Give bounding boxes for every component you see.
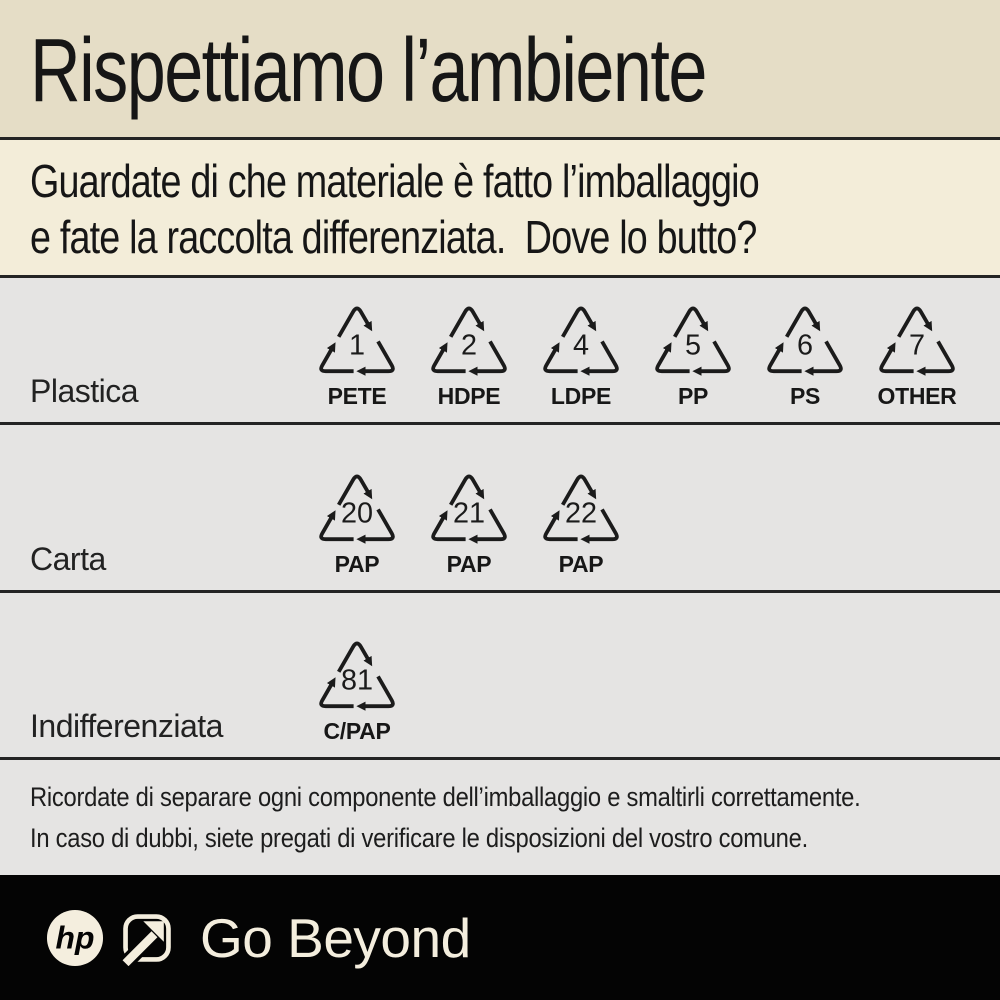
row-label-plastica: Plastica xyxy=(30,373,139,409)
subtitle-band xyxy=(0,140,1000,275)
page-title: Rispettiamo l’ambiente xyxy=(30,21,706,121)
row-label-carta: Carta xyxy=(30,541,106,577)
material-row-plastica xyxy=(0,278,1000,422)
recycling-code-number: 1 xyxy=(348,329,366,362)
material-code-label: HDPE xyxy=(437,383,501,409)
recycling-symbol-6 xyxy=(761,300,849,410)
recycling-code-number: 2 xyxy=(460,329,478,362)
hp-logo xyxy=(46,909,104,967)
go-beyond-arrow-icon xyxy=(119,910,175,966)
recycling-code-number: 20 xyxy=(340,497,374,530)
recycling-code-number: 7 xyxy=(908,329,926,362)
material-row-indifferenziata xyxy=(0,593,1000,757)
hp-logo-text: hp xyxy=(55,919,95,956)
recycling-code-number: 4 xyxy=(572,329,590,362)
recycling-mobius-triangle xyxy=(313,300,401,378)
recycling-symbol-81 xyxy=(313,635,401,745)
symbols-plastica xyxy=(313,300,961,410)
footer-note-line-1: Ricordate di separare ogni componente dell’imballaggio e smaltirli correttamente. xyxy=(30,782,861,812)
material-code-label: PAP xyxy=(334,551,380,577)
subtitle-line-1: Guardate di che materiale è fatto l’imballaggio xyxy=(30,155,759,207)
recycling-mobius-triangle xyxy=(313,468,401,546)
recycling-symbol-22 xyxy=(537,468,625,578)
subtitle-line-2: e fate la raccolta differenziata. Dove lo butto? xyxy=(30,211,757,263)
recycling-code-number: 5 xyxy=(684,329,702,362)
recycling-mobius-triangle xyxy=(761,300,849,378)
title-band xyxy=(0,0,1000,137)
recycling-symbol-2 xyxy=(425,300,513,410)
recycling-mobius-triangle xyxy=(649,300,737,378)
recycling-code-number: 81 xyxy=(340,664,374,697)
material-code-label: OTHER xyxy=(877,383,957,409)
footer-note-line-2: In caso di dubbi, siete pregati di verificare le disposizioni del vostro comune. xyxy=(30,823,808,853)
recycling-mobius-triangle xyxy=(425,300,513,378)
recycling-symbol-7 xyxy=(873,300,961,410)
recycling-symbol-4 xyxy=(537,300,625,410)
row-label-indifferenziata: Indifferenziata xyxy=(30,708,223,744)
recycling-code-number: 6 xyxy=(796,329,814,362)
symbols-indifferenziata xyxy=(313,635,401,745)
material-code-label: PAP xyxy=(446,551,492,577)
recycling-mobius-triangle xyxy=(313,635,401,713)
brand-bar xyxy=(0,875,1000,1000)
symbols-carta xyxy=(313,468,625,578)
recycling-symbol-21 xyxy=(425,468,513,578)
recycling-mobius-triangle xyxy=(873,300,961,378)
material-code-label: PP xyxy=(677,383,709,409)
brand-tagline: Go Beyond xyxy=(200,906,471,969)
recycling-mobius-triangle xyxy=(537,468,625,546)
material-code-label: C/PAP xyxy=(323,718,391,744)
recycling-mobius-triangle xyxy=(537,300,625,378)
recycling-code-number: 22 xyxy=(564,497,598,530)
recycling-symbol-1 xyxy=(313,300,401,410)
recycling-symbol-5 xyxy=(649,300,737,410)
material-row-carta xyxy=(0,425,1000,590)
recycling-code-number: 21 xyxy=(452,497,486,530)
recycling-mobius-triangle xyxy=(425,468,513,546)
recycling-symbol-20 xyxy=(313,468,401,578)
material-code-label: PAP xyxy=(558,551,604,577)
material-code-label: PETE xyxy=(327,383,387,409)
material-code-label: LDPE xyxy=(550,383,612,409)
material-code-label: PS xyxy=(789,383,821,409)
footer-note xyxy=(0,760,1000,875)
